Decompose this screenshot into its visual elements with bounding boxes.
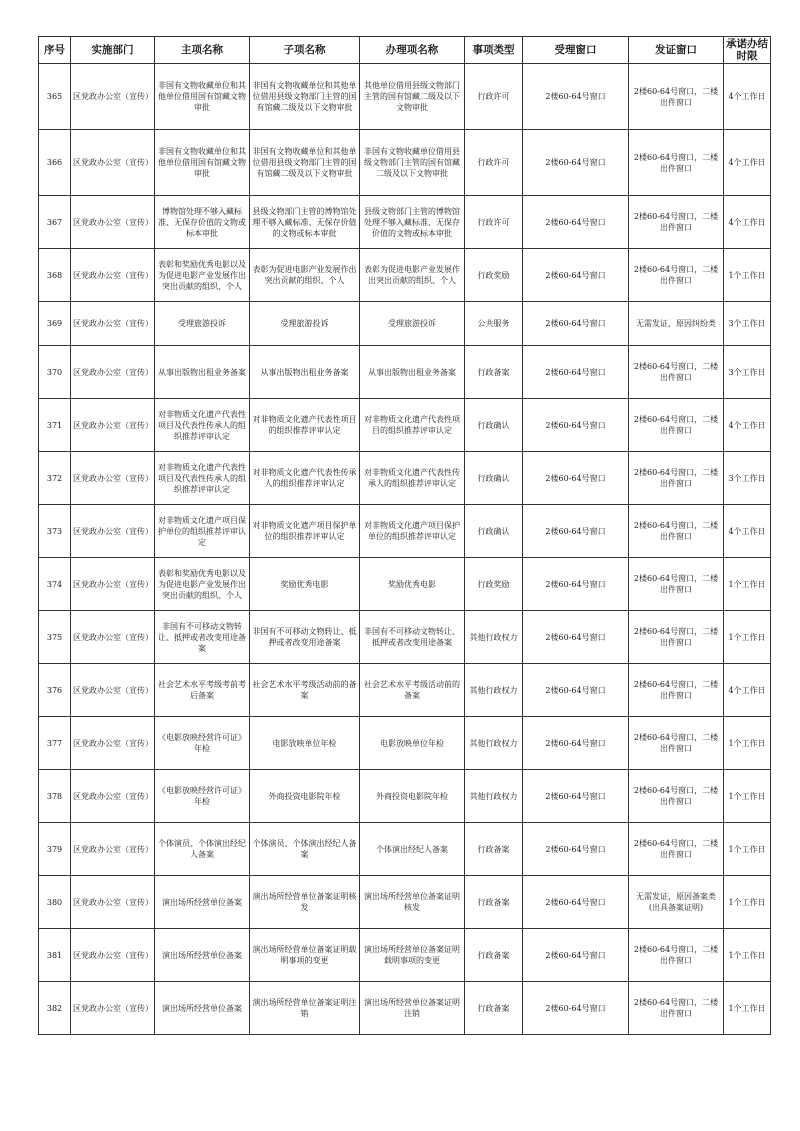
cell-main-item: 非国有文物收藏单位和其他单位借用国有馆藏文物审批 xyxy=(155,130,250,196)
cell-item-type: 行政确认 xyxy=(465,452,523,505)
cell-no: 371 xyxy=(39,399,71,452)
cell-handling-item: 演出场所经营单位备案证明载明事项的变更 xyxy=(360,929,465,982)
table-row xyxy=(39,249,771,302)
cell-time-limit: 4个工作日 xyxy=(724,64,771,130)
cell-sub-item: 社会艺术水平考级活动前的备案 xyxy=(250,664,360,717)
cell-accept-window: 2楼60-64号窗口 xyxy=(523,876,629,929)
cell-main-item: 对非物质文化遗产项目保护单位的组织推荐评审认定 xyxy=(155,505,250,558)
cell-issue-window: 2楼60-64号窗口，二楼出件窗口 xyxy=(629,770,724,823)
cell-dept: 区党政办公室（宣传） xyxy=(71,611,155,664)
cell-dept: 区党政办公室（宣传） xyxy=(71,249,155,302)
cell-handling-item: 个体演出经纪人备案 xyxy=(360,823,465,876)
cell-sub-item: 外商投资电影院年检 xyxy=(250,770,360,823)
cell-no: 374 xyxy=(39,558,71,611)
cell-item-type: 行政许可 xyxy=(465,196,523,249)
cell-handling-item: 受理旅游投诉 xyxy=(360,302,465,346)
cell-handling-item: 电影放映单位年检 xyxy=(360,717,465,770)
cell-dept: 区党政办公室（宣传） xyxy=(71,64,155,130)
cell-no: 370 xyxy=(39,346,71,399)
cell-accept-window: 2楼60-64号窗口 xyxy=(523,196,629,249)
cell-item-type: 其他行政权力 xyxy=(465,664,523,717)
table-row xyxy=(39,982,771,1035)
table-row xyxy=(39,558,771,611)
table-row xyxy=(39,64,771,130)
header-issue-window: 发证窗口 xyxy=(629,37,724,64)
cell-time-limit: 1个工作日 xyxy=(724,929,771,982)
cell-dept: 区党政办公室（宣传） xyxy=(71,876,155,929)
cell-main-item: 个体演员、个体演出经纪人备案 xyxy=(155,823,250,876)
table-row xyxy=(39,399,771,452)
cell-handling-item: 其他单位借用县级文物部门主管的国有馆藏二级及以下文物审批 xyxy=(360,64,465,130)
service-items-table xyxy=(38,36,771,1035)
cell-issue-window: 2楼60-64号窗口，二楼出件窗口 xyxy=(629,130,724,196)
cell-handling-item: 演出场所经营单位备案证明注销 xyxy=(360,982,465,1035)
cell-main-item: 社会艺术水平考级考前考后备案 xyxy=(155,664,250,717)
cell-dept: 区党政办公室（宣传） xyxy=(71,929,155,982)
cell-issue-window: 无需发证，原因备案类(出具备案证明) xyxy=(629,876,724,929)
table-row xyxy=(39,611,771,664)
cell-handling-item: 社会艺术水平考级活动前的备案 xyxy=(360,664,465,717)
table-body xyxy=(39,64,771,1035)
cell-issue-window: 2楼60-64号窗口，二楼出件窗口 xyxy=(629,196,724,249)
cell-sub-item: 非国有文物收藏单位和其他单位借用县级文物部门主管的国有馆藏二级及以下文物审批 xyxy=(250,64,360,130)
header-sub-item: 子项名称 xyxy=(250,37,360,64)
cell-main-item: 非国有文物收藏单位和其他单位借用国有馆藏文物审批 xyxy=(155,64,250,130)
cell-handling-item: 对非物质文化遗产项目保护单位的组织推荐评审认定 xyxy=(360,505,465,558)
cell-main-item: 《电影放映经营许可证》年检 xyxy=(155,717,250,770)
cell-item-type: 行政奖励 xyxy=(465,558,523,611)
cell-issue-window: 2楼60-64号窗口，二楼出件窗口 xyxy=(629,452,724,505)
cell-sub-item: 个体演员、个体演出经纪人备案 xyxy=(250,823,360,876)
cell-dept: 区党政办公室（宣传） xyxy=(71,770,155,823)
cell-accept-window: 2楼60-64号窗口 xyxy=(523,64,629,130)
cell-dept: 区党政办公室（宣传） xyxy=(71,452,155,505)
cell-main-item: 演出场所经营单位备案 xyxy=(155,982,250,1035)
header-main-item: 主项名称 xyxy=(155,37,250,64)
cell-sub-item: 演出场所经营单位备案证明核发 xyxy=(250,876,360,929)
cell-no: 366 xyxy=(39,130,71,196)
cell-time-limit: 3个工作日 xyxy=(724,346,771,399)
cell-no: 376 xyxy=(39,664,71,717)
cell-dept: 区党政办公室（宣传） xyxy=(71,196,155,249)
cell-accept-window: 2楼60-64号窗口 xyxy=(523,717,629,770)
cell-main-item: 非国有不可移动文物转让、抵押或者改变用途备案 xyxy=(155,611,250,664)
cell-accept-window: 2楼60-64号窗口 xyxy=(523,130,629,196)
cell-sub-item: 从事出版物出租业务备案 xyxy=(250,346,360,399)
header-handling-item: 办理项名称 xyxy=(360,37,465,64)
cell-dept: 区党政办公室（宣传） xyxy=(71,664,155,717)
cell-item-type: 行政备案 xyxy=(465,346,523,399)
cell-main-item: 演出场所经营单位备案 xyxy=(155,929,250,982)
cell-sub-item: 对非物质文化遗产代表性传承人的组织推荐评审认定 xyxy=(250,452,360,505)
cell-time-limit: 1个工作日 xyxy=(724,717,771,770)
cell-time-limit: 1个工作日 xyxy=(724,876,771,929)
table-row xyxy=(39,770,771,823)
cell-no: 373 xyxy=(39,505,71,558)
cell-issue-window: 2楼60-64号窗口，二楼出件窗口 xyxy=(629,823,724,876)
cell-accept-window: 2楼60-64号窗口 xyxy=(523,399,629,452)
cell-time-limit: 3个工作日 xyxy=(724,302,771,346)
cell-no: 378 xyxy=(39,770,71,823)
cell-accept-window: 2楼60-64号窗口 xyxy=(523,505,629,558)
table-header-row xyxy=(39,37,771,64)
cell-time-limit: 4个工作日 xyxy=(724,130,771,196)
header-dept: 实施部门 xyxy=(71,37,155,64)
cell-item-type: 其他行政权力 xyxy=(465,611,523,664)
cell-issue-window: 2楼60-64号窗口，二楼出件窗口 xyxy=(629,664,724,717)
cell-issue-window: 无需发证，原因纠纷类 xyxy=(629,302,724,346)
table-row xyxy=(39,302,771,346)
cell-issue-window: 2楼60-64号窗口，二楼出件窗口 xyxy=(629,505,724,558)
cell-sub-item: 非国有不可移动文物转让、抵押或者改变用途备案 xyxy=(250,611,360,664)
cell-accept-window: 2楼60-64号窗口 xyxy=(523,611,629,664)
cell-time-limit: 4个工作日 xyxy=(724,399,771,452)
cell-time-limit: 1个工作日 xyxy=(724,558,771,611)
cell-time-limit: 1个工作日 xyxy=(724,249,771,302)
cell-handling-item: 表彰为促进电影产业发展作出突出贡献的组织、个人 xyxy=(360,249,465,302)
cell-issue-window: 2楼60-64号窗口，二楼出件窗口 xyxy=(629,249,724,302)
cell-accept-window: 2楼60-64号窗口 xyxy=(523,302,629,346)
cell-item-type: 行政备案 xyxy=(465,823,523,876)
cell-item-type: 行政许可 xyxy=(465,130,523,196)
table-row xyxy=(39,346,771,399)
cell-no: 365 xyxy=(39,64,71,130)
cell-issue-window: 2楼60-64号窗口，二楼出件窗口 xyxy=(629,611,724,664)
cell-time-limit: 4个工作日 xyxy=(724,196,771,249)
cell-issue-window: 2楼60-64号窗口，二楼出件窗口 xyxy=(629,64,724,130)
table-row xyxy=(39,196,771,249)
cell-no: 368 xyxy=(39,249,71,302)
cell-accept-window: 2楼60-64号窗口 xyxy=(523,452,629,505)
cell-item-type: 行政奖励 xyxy=(465,249,523,302)
cell-item-type: 其他行政权力 xyxy=(465,770,523,823)
cell-main-item: 对非物质文化遗产代表性项目及代表性传承人的组织推荐评审认定 xyxy=(155,399,250,452)
header-item-type: 事项类型 xyxy=(465,37,523,64)
cell-main-item: 从事出版物出租业务备案 xyxy=(155,346,250,399)
cell-issue-window: 2楼60-64号窗口，二楼出件窗口 xyxy=(629,558,724,611)
cell-handling-item: 对非物质文化遗产代表性项目的组织推荐评审认定 xyxy=(360,399,465,452)
cell-time-limit: 3个工作日 xyxy=(724,452,771,505)
cell-no: 369 xyxy=(39,302,71,346)
cell-time-limit: 1个工作日 xyxy=(724,770,771,823)
cell-handling-item: 非国有不可移动文物转让、抵押或者改变用途备案 xyxy=(360,611,465,664)
cell-sub-item: 对非物质文化遗产项目保护单位的组织推荐评审认定 xyxy=(250,505,360,558)
cell-dept: 区党政办公室（宣传） xyxy=(71,823,155,876)
table-row xyxy=(39,823,771,876)
cell-accept-window: 2楼60-64号窗口 xyxy=(523,823,629,876)
cell-item-type: 行政备案 xyxy=(465,929,523,982)
cell-issue-window: 2楼60-64号窗口，二楼出件窗口 xyxy=(629,929,724,982)
cell-item-type: 行政许可 xyxy=(465,64,523,130)
cell-no: 372 xyxy=(39,452,71,505)
cell-accept-window: 2楼60-64号窗口 xyxy=(523,346,629,399)
cell-main-item: 对非物质文化遗产代表性项目及代表性传承人的组织推荐评审认定 xyxy=(155,452,250,505)
cell-main-item: 《电影放映经营许可证》年检 xyxy=(155,770,250,823)
cell-accept-window: 2楼60-64号窗口 xyxy=(523,982,629,1035)
cell-no: 381 xyxy=(39,929,71,982)
header-accept-window: 受理窗口 xyxy=(523,37,629,64)
cell-item-type: 行政确认 xyxy=(465,505,523,558)
table-row xyxy=(39,664,771,717)
cell-main-item: 表彰和奖励优秀电影以及为促进电影产业发展作出突出贡献的组织、个人 xyxy=(155,558,250,611)
cell-time-limit: 1个工作日 xyxy=(724,982,771,1035)
cell-accept-window: 2楼60-64号窗口 xyxy=(523,249,629,302)
table-row xyxy=(39,505,771,558)
cell-no: 379 xyxy=(39,823,71,876)
cell-accept-window: 2楼60-64号窗口 xyxy=(523,770,629,823)
cell-dept: 区党政办公室（宣传） xyxy=(71,302,155,346)
cell-main-item: 受理旅游投诉 xyxy=(155,302,250,346)
cell-handling-item: 县级文物部门主管的博物馆处理不够入藏标准、无保存价值的文物或标本审批 xyxy=(360,196,465,249)
cell-no: 367 xyxy=(39,196,71,249)
cell-no: 382 xyxy=(39,982,71,1035)
cell-sub-item: 演出场所经营单位备案证明载明事项的变更 xyxy=(250,929,360,982)
cell-item-type: 行政备案 xyxy=(465,876,523,929)
cell-issue-window: 2楼60-64号窗口，二楼出件窗口 xyxy=(629,982,724,1035)
table-row xyxy=(39,130,771,196)
cell-dept: 区党政办公室（宣传） xyxy=(71,505,155,558)
cell-main-item: 表彰和奖励优秀电影以及为促进电影产业发展作出突出贡献的组织、个人 xyxy=(155,249,250,302)
cell-no: 375 xyxy=(39,611,71,664)
table-row xyxy=(39,876,771,929)
cell-sub-item: 受理旅游投诉 xyxy=(250,302,360,346)
cell-sub-item: 非国有文物收藏单位和其他单位借用县级文物部门主管的国有馆藏二级及以下文物审批 xyxy=(250,130,360,196)
cell-accept-window: 2楼60-64号窗口 xyxy=(523,664,629,717)
cell-no: 377 xyxy=(39,717,71,770)
cell-time-limit: 1个工作日 xyxy=(724,823,771,876)
cell-handling-item: 非国有文物收藏单位借用县级文物部门主管的国有馆藏二级及以下文物审批 xyxy=(360,130,465,196)
cell-handling-item: 奖励优秀电影 xyxy=(360,558,465,611)
cell-no: 380 xyxy=(39,876,71,929)
cell-sub-item: 表彰为促进电影产业发展作出突出贡献的组织、个人 xyxy=(250,249,360,302)
cell-sub-item: 电影放映单位年检 xyxy=(250,717,360,770)
cell-dept: 区党政办公室（宣传） xyxy=(71,130,155,196)
cell-item-type: 公共服务 xyxy=(465,302,523,346)
header-no: 序号 xyxy=(39,37,71,64)
cell-accept-window: 2楼60-64号窗口 xyxy=(523,929,629,982)
cell-issue-window: 2楼60-64号窗口，二楼出件窗口 xyxy=(629,399,724,452)
header-time-limit: 承诺办结时限 xyxy=(724,37,771,64)
table-row xyxy=(39,452,771,505)
cell-handling-item: 外商投资电影院年检 xyxy=(360,770,465,823)
cell-dept: 区党政办公室（宣传） xyxy=(71,346,155,399)
cell-dept: 区党政办公室（宣传） xyxy=(71,558,155,611)
cell-dept: 区党政办公室（宣传） xyxy=(71,399,155,452)
document-page xyxy=(38,36,770,1035)
cell-handling-item: 从事出版物出租业务备案 xyxy=(360,346,465,399)
cell-sub-item: 对非物质文化遗产代表性项目的组织推荐评审认定 xyxy=(250,399,360,452)
cell-handling-item: 对非物质文化遗产代表性传承人的组织推荐评审认定 xyxy=(360,452,465,505)
table-row xyxy=(39,717,771,770)
table-row xyxy=(39,929,771,982)
cell-sub-item: 县级文物部门主管的博物馆处理不够入藏标准、无保存价值的文物或标本审批 xyxy=(250,196,360,249)
cell-time-limit: 1个工作日 xyxy=(724,611,771,664)
cell-time-limit: 4个工作日 xyxy=(724,664,771,717)
cell-handling-item: 演出场所经营单位备案证明核发 xyxy=(360,876,465,929)
cell-item-type: 其他行政权力 xyxy=(465,717,523,770)
cell-sub-item: 演出场所经营单位备案证明注销 xyxy=(250,982,360,1035)
cell-accept-window: 2楼60-64号窗口 xyxy=(523,558,629,611)
cell-time-limit: 4个工作日 xyxy=(724,505,771,558)
cell-issue-window: 2楼60-64号窗口，二楼出件窗口 xyxy=(629,717,724,770)
cell-dept: 区党政办公室（宣传） xyxy=(71,717,155,770)
cell-sub-item: 奖励优秀电影 xyxy=(250,558,360,611)
cell-main-item: 博物馆处理不够入藏标准、无保存价值的文物或标本审批 xyxy=(155,196,250,249)
cell-issue-window: 2楼60-64号窗口，二楼出件窗口 xyxy=(629,346,724,399)
cell-dept: 区党政办公室（宣传） xyxy=(71,982,155,1035)
cell-item-type: 行政备案 xyxy=(465,982,523,1035)
cell-main-item: 演出场所经营单位备案 xyxy=(155,876,250,929)
cell-item-type: 行政确认 xyxy=(465,399,523,452)
